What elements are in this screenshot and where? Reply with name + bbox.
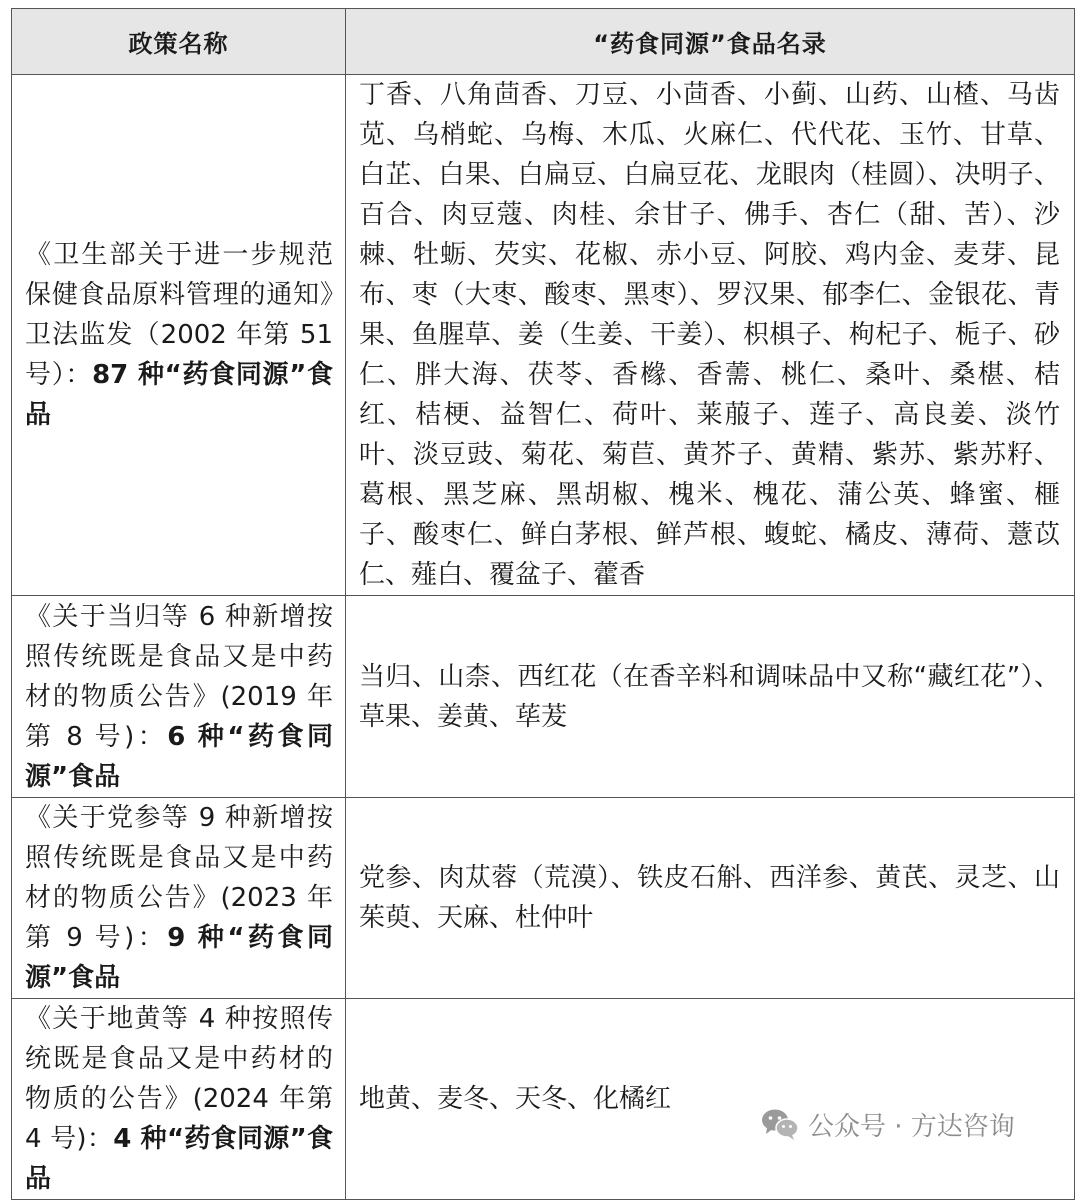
- table-row: [12, 999, 1075, 1200]
- policy-cell: [12, 75, 346, 596]
- policy-count: 87 种“药食同源”食品: [25, 360, 333, 430]
- policy-cell: [12, 798, 346, 999]
- table-row: [12, 798, 1075, 999]
- watermark-text: 公众号 · 方达咨询: [808, 1111, 1015, 1142]
- policy-cell: [12, 999, 346, 1200]
- policy-title: 《卫生部关于进一步规范保健食品原料管理的通知》卫法监发（2002 年第 51 号）：: [25, 240, 333, 390]
- header-policy-name: 政策名称: [12, 9, 346, 75]
- food-list-cell: 地黄、麦冬、天冬、化橘红: [346, 999, 1075, 1200]
- wechat-icon: [760, 1107, 800, 1141]
- watermark: [760, 1104, 1015, 1144]
- policy-count: 6 种“药食同源”食品: [25, 721, 334, 792]
- policy-title: 《关于党参等 9 种新增按照传统既是食品又是中药材的物质公告》(2023 年第 9 号)：: [25, 803, 333, 953]
- policy-count: 9 种“药食同源”食品: [25, 923, 334, 993]
- food-list-cell: 丁香、八角茴香、刀豆、小茴香、小蓟、山药、山楂、马齿苋、乌梢蛇、乌梅、木瓜、火麻仁、代代花、玉竹、甘草、白芷、白果、白扁豆、白扁豆花、龙眼肉（桂圆）、决明子、百合、肉豆蔻、肉桂、余甘子、佛手、杏仁（甜、苦）、沙棘、牡蛎、芡实、花椒、赤小豆、阿胶、鸡内金、麦芽、昆布、枣（大枣、酸枣、黑枣）、罗汉果、郁李仁、金银花、青果、鱼腥草、姜（生姜、干姜）、枳椇子、枸杞子、栀子、砂仁、胖大海、茯苓、香橼、香薷、桃仁、桑叶、桑椹、桔红、桔梗、益智仁、荷叶、莱菔子、莲子、高良姜、淡竹叶、淡豆豉、菊花、菊苣、黄芥子、黄精、紫苏、紫苏籽、葛根、黑芝麻、黑胡椒、槐米、槐花、蒲公英、蜂蜜、榧子、酸枣仁、鲜白茅根、鲜芦根、蝮蛇、橘皮、薄荷、薏苡仁、薤白、覆盆子、藿香: [346, 75, 1075, 596]
- policy-title: 《关于地黄等 4 种按照传统既是食品又是中药材的物质的公告》(2024 年第 4 号)：: [25, 1004, 333, 1154]
- table-row: [12, 596, 1075, 798]
- policy-count: 4 种“药食同源”食品: [25, 1124, 334, 1194]
- table-header-row: [12, 9, 1075, 75]
- table-row: [12, 75, 1075, 596]
- policy-table: [11, 8, 1075, 1200]
- header-food-list: “药食同源”食品名录: [346, 9, 1075, 75]
- food-list-cell: 当归、山柰、西红花（在香辛料和调味品中又称“藏红花”）、草果、姜黄、荜茇: [346, 596, 1075, 798]
- policy-cell: [12, 596, 346, 798]
- policy-title: 《关于当归等 6 种新增按照传统既是食品又是中药材的物质公告》(2019 年第 8 号)：: [25, 601, 333, 752]
- food-list-cell: 党参、肉苁蓉（荒漠）、铁皮石斛、西洋参、黄芪、灵芝、山茱萸、天麻、杜仲叶: [346, 798, 1075, 999]
